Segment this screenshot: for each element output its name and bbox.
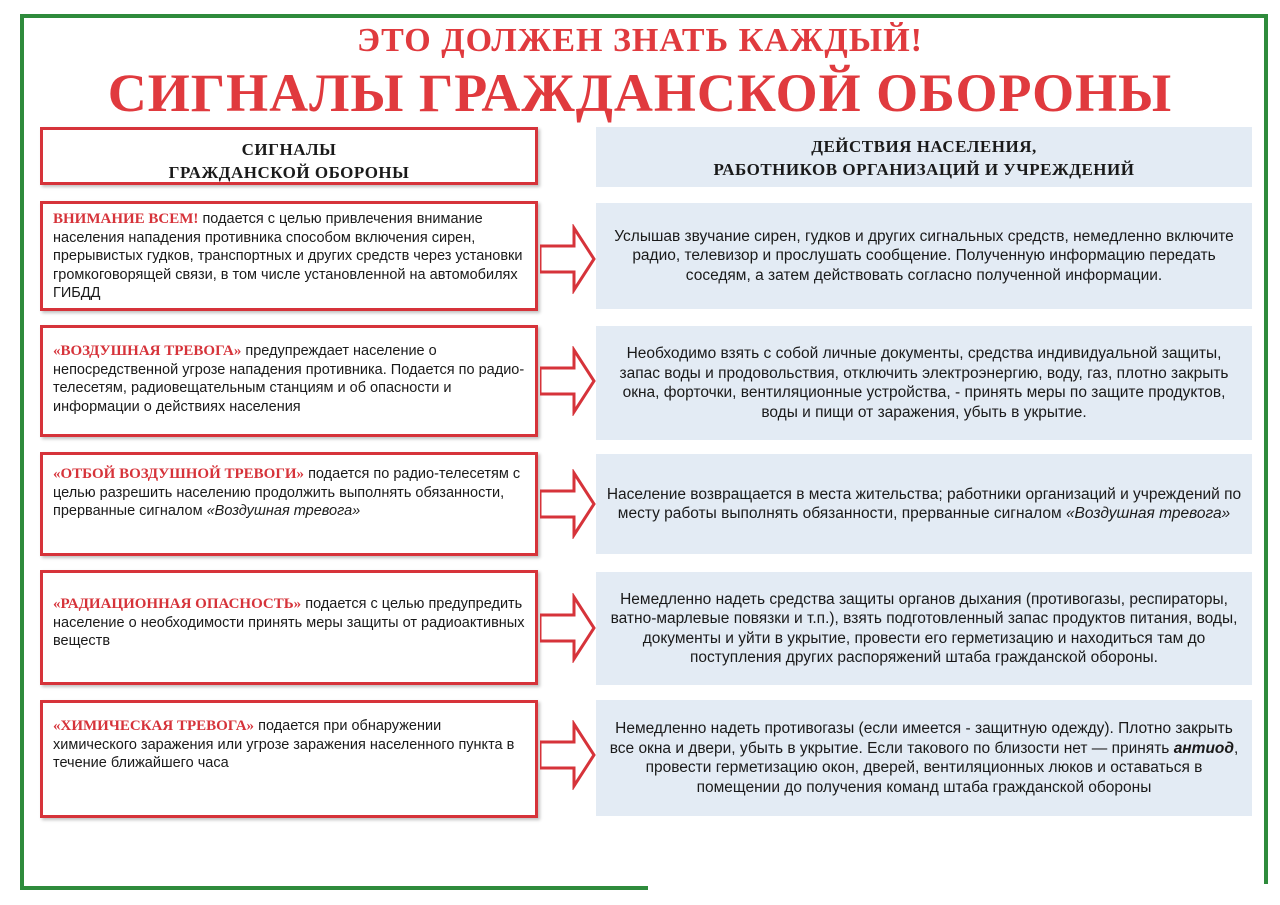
signal-title: «ВОЗДУШНАЯ ТРЕВОГА» <box>53 343 242 359</box>
action-text <box>606 227 1242 286</box>
action-text <box>606 344 1242 422</box>
signal-description: подается по радио-телесетям с целью разрешить населению продолжить выполнять обязанности, прерванные сигналом <box>53 466 521 519</box>
action-text-bold: антиод <box>1173 739 1234 757</box>
action-text-main: Население возвращается в места жительства; работники организаций и учреждений по месту работы выполнять обязанности, прерванные сигналом <box>606 485 1242 522</box>
action-text <box>606 485 1242 524</box>
action-text <box>606 719 1242 797</box>
signal-description: подается с целью предупредить население о необходимости принять меры защиты от радиоактивных веществ <box>53 596 525 649</box>
action-card-chemical-alarm <box>596 700 1252 816</box>
action-text-main: Необходимо взять с собой личные документы, средства индивидуальной защиты, запас воды и продовольствия, отключить электроэнергию, воду, газ, плотно закрыть окна, форточки, вентиляционные устройства, - принять меры по защите продуктов, воды и пищи от заражения, убыть в укрытие. <box>619 345 1229 421</box>
signal-card-air-raid <box>40 325 538 437</box>
signal-title: «РАДИАЦИОННАЯ ОПАСНОСТЬ» <box>53 596 302 612</box>
signal-card-chemical-alarm <box>40 700 538 818</box>
arrow-right-icon <box>540 346 596 416</box>
action-text-main: Немедленно надеть средства защиты органов дыхания (противогазы, респираторы, ватно-марлевые повязки и т.п.), взять подготовленный запас продуктов питания, воды, документы и уйти в укрытие, провести его герметизацию и находиться там до поступления других распоряжений штаба гражданской обороны. <box>610 590 1238 666</box>
bottom-edge-mask <box>648 884 1272 894</box>
signals-header-line2: ГРАЖДАНСКОЙ ОБОРОНЫ <box>168 163 410 182</box>
signal-title: «ХИМИЧЕСКАЯ ТРЕВОГА» <box>53 718 255 734</box>
signal-card-attention-all <box>40 201 538 311</box>
signal-card-air-raid-all-clear <box>40 452 538 556</box>
actions-header-line1: ДЕЙСТВИЯ НАСЕЛЕНИЯ, <box>811 137 1037 156</box>
arrow-right-icon <box>540 593 596 663</box>
action-text-after: , провести герметизацию окон, дверей, вентиляционных люков и оставаться в помещении до получения команд штаба гражданской обороны <box>645 739 1239 796</box>
signal-description: подается при обнаружении химического заражения или угрозе заражения населенного пункта в течение ближайшего часа <box>53 718 515 771</box>
signal-title: «ОТБОЙ ВОЗДУШНОЙ ТРЕВОГИ» <box>53 466 305 482</box>
action-text-italic: «Воздушная тревога» <box>1065 505 1231 522</box>
poster-headline: ЭТО ДОЛЖЕН ЗНАТЬ КАЖДЫЙ! <box>357 22 923 59</box>
signal-description: предупреждает население о непосредственной угрозе нападения противника. Подается по радио- телесетям, радиовещательным станциям и об опасности и информации о действиях населения <box>53 343 525 415</box>
signal-title: ВНИМАНИЕ ВСЕМ! <box>53 211 199 227</box>
signals-column-header <box>40 127 538 185</box>
action-card-attention-all <box>596 203 1252 309</box>
action-text-main: Услышав звучание сирен, гудков и других сигнальных средств, немедленно включите радио, телевизор и прослушать сообщение. Полученную информацию передать соседям, а затем действовать согласно полученной информации. <box>614 227 1234 284</box>
actions-column-header <box>596 127 1252 187</box>
arrow-right-icon <box>540 469 596 539</box>
arrow-right-icon <box>540 224 596 294</box>
signal-card-radiation-danger <box>40 570 538 685</box>
action-text <box>606 590 1242 668</box>
action-card-air-raid-all-clear <box>596 454 1252 554</box>
actions-header-line2: РАБОТНИКОВ ОРГАНИЗАЦИЙ И УЧРЕЖДЕНИЙ <box>713 160 1135 179</box>
action-card-air-raid <box>596 326 1252 440</box>
action-card-radiation-danger <box>596 572 1252 685</box>
signals-header-line1: СИГНАЛЫ <box>241 140 337 159</box>
poster-title: СИГНАЛЫ ГРАЖДАНСКОЙ ОБОРОНЫ <box>107 63 1173 123</box>
signal-description-italic: «Воздушная тревога» <box>206 503 361 519</box>
action-text-main: Немедленно надеть противогазы (если имеется - защитную одежду). Плотно закрыть все окна и двери, убыть в укрытие. Если такового по близости нет — принять <box>609 720 1233 757</box>
arrow-right-icon <box>540 720 596 790</box>
signal-description: подается с целью привлечения внимание населения нападения противника способом включения сирен, прерывистых гудков, транспортных и других средств через установки громкоговорящей связи, в том числе установленной на автомобилях ГИБДД <box>53 211 523 301</box>
